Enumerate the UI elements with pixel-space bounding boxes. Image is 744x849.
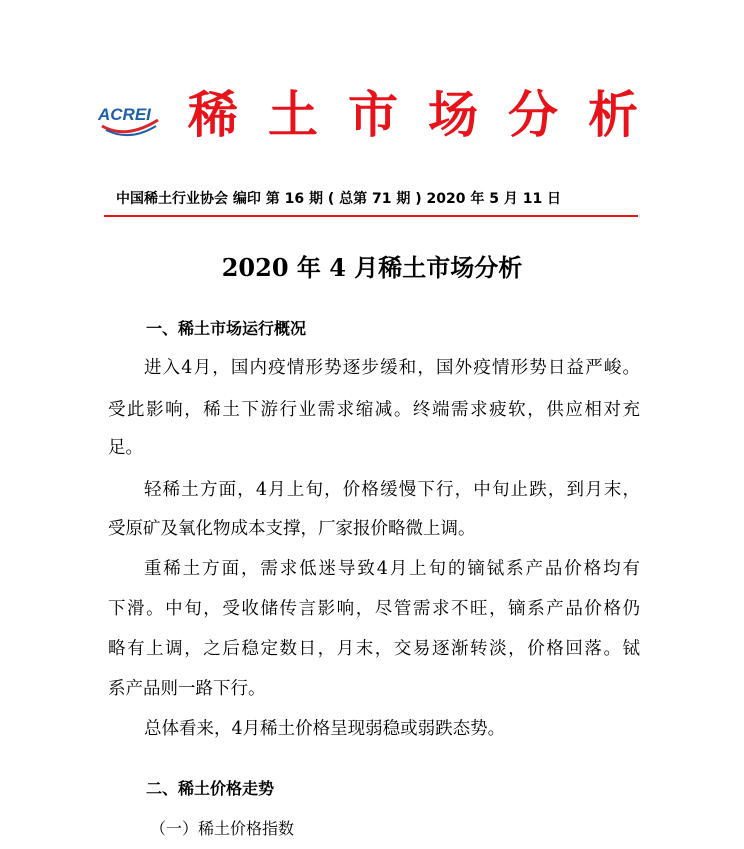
paragraph-line: 下滑。中旬，受收储传言影响，尽管需求不旺，镝系产品价格仍	[108, 599, 640, 619]
section1-heading: 一、稀土市场运行概况	[146, 319, 307, 338]
section2-heading: 二、稀土价格走势	[146, 779, 275, 798]
logo-text: ACREI	[98, 105, 151, 124]
paragraph-line: 进入4月，国内疫情形势逐步缓和，国外疫情形势日益严峻。	[144, 358, 640, 378]
acrei-logo	[96, 96, 166, 138]
paragraph-line: 重稀土方面，需求低迷导致4月上旬的镝铽系产品价格均有	[144, 559, 640, 579]
paragraph-line: 总体看来，4月稀土价格呈现弱稳或弱跌态势。	[144, 719, 506, 739]
masthead-title: 稀土市场分析	[188, 85, 668, 144]
paragraph-line: 足。	[108, 438, 143, 458]
paragraph-line: 系产品则一路下行。	[108, 679, 266, 699]
paragraph-line: 略有上调，之后稳定数日，月末，交易逐渐转淡，价格回落。铽	[108, 639, 640, 659]
paragraph-line: 受原矿及氧化物成本支撑，厂家报价略微上调。	[108, 519, 476, 539]
acrei-logo-mark	[96, 96, 166, 138]
masthead-divider	[104, 215, 638, 217]
paragraph-line: 轻稀土方面，4月上旬，价格缓慢下行，中旬止跌，到月末，	[144, 480, 640, 500]
document-title: 2020 年 4 月稀土市场分析	[221, 253, 523, 282]
issue-line: 中国稀土行业协会 编印 第 16 期 ( 总第 71 期 ) 2020 年 5 月 11 日	[116, 191, 562, 207]
section2-subheading: （一）稀土价格指数	[150, 819, 295, 838]
paragraph-line: 受此影响，稀土下游行业需求缩减。终端需求疲软，供应相对充	[108, 400, 640, 420]
